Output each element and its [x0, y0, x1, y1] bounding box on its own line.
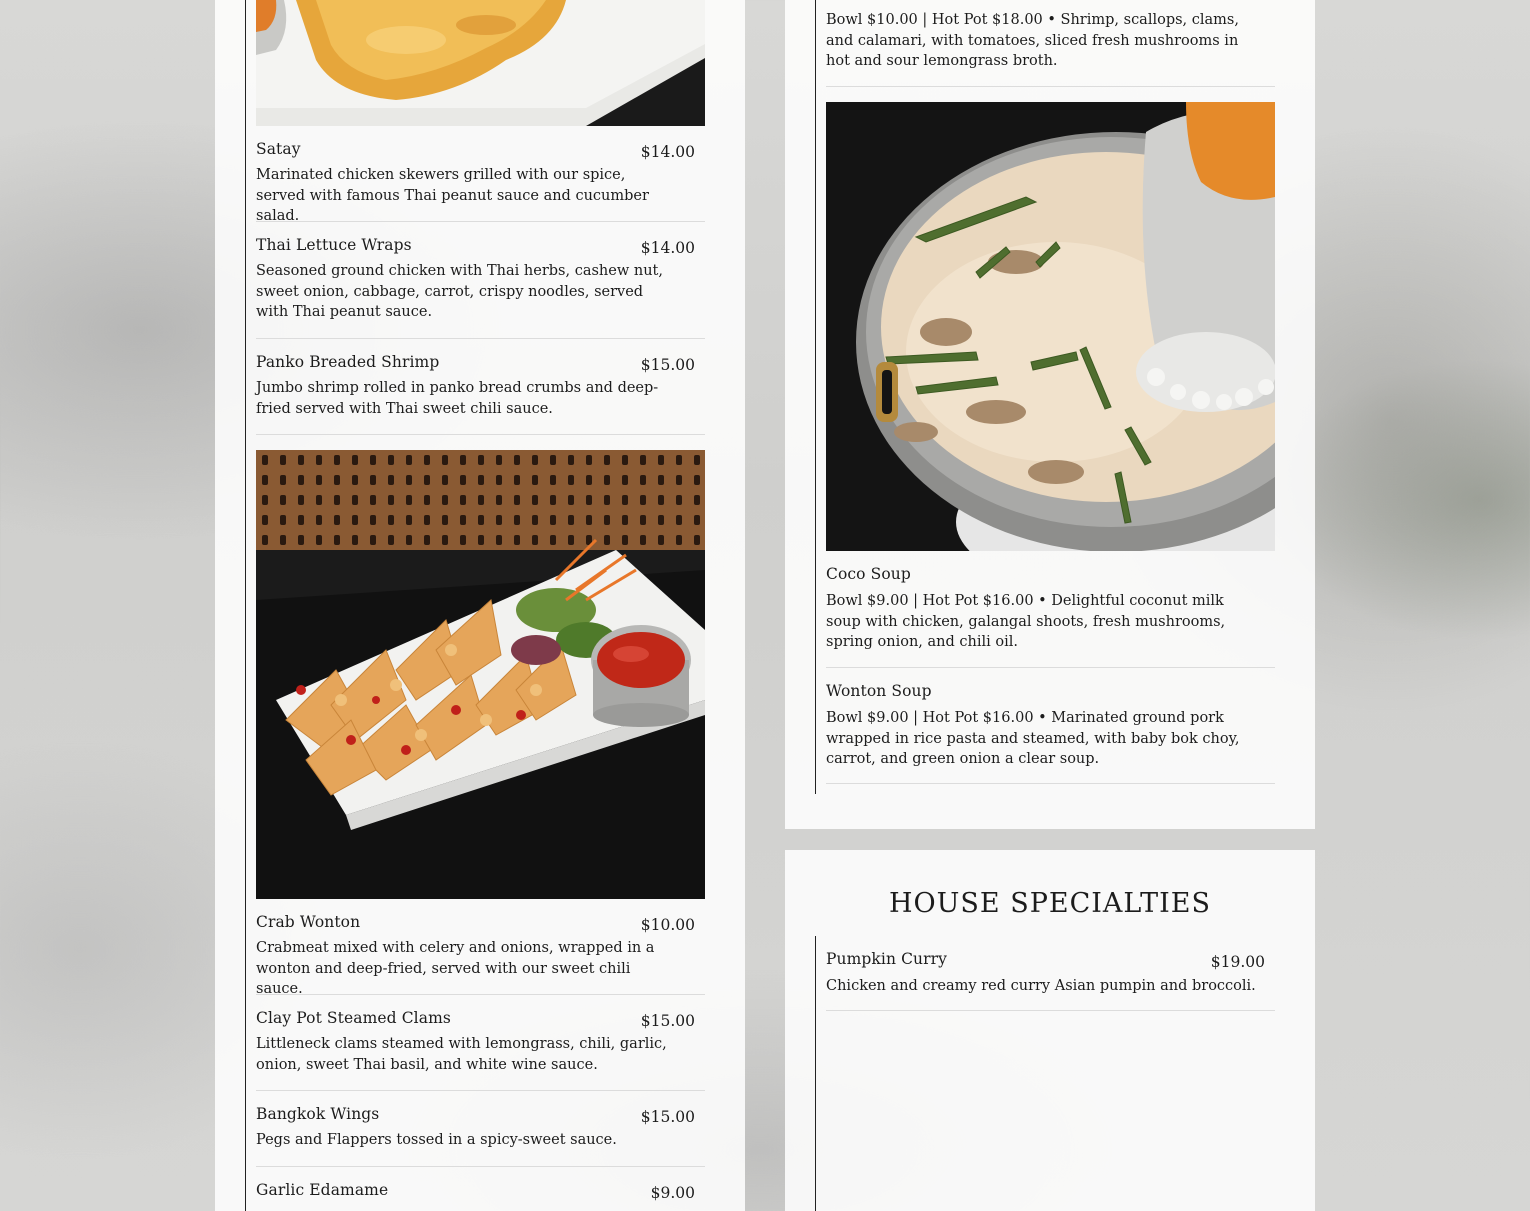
menu-item[interactable] [826, 565, 1275, 668]
item-price: $9.00 [650, 1184, 695, 1202]
item-description: Littleneck clams steamed with lemongrass, chili, garlic, onion, sweet Thai basil, and white wine sauce. [256, 1036, 667, 1073]
fried-appetizer-photo [256, 0, 705, 126]
item-name: Bangkok Wings [256, 1105, 380, 1123]
appetizers-panel [215, 0, 745, 1211]
menu-item[interactable] [826, 0, 1275, 87]
item-price: $19.00 [1210, 953, 1265, 971]
item-name: Clay Pot Steamed Clams [256, 1009, 451, 1027]
menu-item[interactable] [826, 682, 1275, 784]
menu-item[interactable] [256, 1105, 705, 1167]
house-specialties-panel [785, 850, 1315, 1211]
menu-item[interactable] [256, 353, 705, 435]
menu-item[interactable] [256, 1181, 705, 1211]
crab-wonton-photo [256, 450, 705, 899]
item-description: Crabmeat mixed with celery and onions, wrapped in a wonton and deep-fried, served with our sweet chili sauce. [256, 940, 655, 997]
section-divider-line [815, 0, 816, 794]
item-name: Garlic Edamame [256, 1181, 389, 1199]
item-name: Pumpkin Curry [826, 950, 948, 968]
coco-soup-hot-pot-photo [826, 102, 1275, 551]
item-description: Pegs and Flappers tossed in a spicy-sweet sauce. [256, 1132, 617, 1148]
item-name: Coco Soup [826, 565, 911, 583]
soups-panel [785, 0, 1315, 829]
section-title: HOUSE SPECIALTIES [888, 888, 1212, 919]
item-name: Thai Lettuce Wraps [256, 236, 412, 254]
item-price: $14.00 [640, 239, 695, 257]
item-description: Seasoned ground chicken with Thai herbs, cashew nut, sweet onion, cabbage, carrot, crispy noodles, served with Thai peanut sauce. [256, 263, 663, 320]
menu-item[interactable] [256, 236, 705, 339]
item-description: Jumbo shrimp rolled in panko bread crumbs and deep-fried served with Thai sweet chili sauce. [256, 380, 659, 417]
item-price: $15.00 [640, 1108, 695, 1126]
menu-item[interactable] [256, 913, 705, 995]
item-name: Wonton Soup [826, 682, 932, 700]
menu-item[interactable] [256, 1009, 705, 1091]
item-price: $10.00 [640, 916, 695, 934]
item-description: Chicken and creamy red curry Asian pumpin and broccoli. [826, 978, 1256, 994]
menu-item[interactable] [256, 140, 705, 222]
menu-item[interactable] [826, 950, 1275, 1011]
item-price: $15.00 [640, 356, 695, 374]
section-divider-line [815, 936, 816, 1211]
item-name: Satay [256, 140, 301, 158]
item-name: Panko Breaded Shrimp [256, 353, 440, 371]
item-price: $14.00 [640, 143, 695, 161]
item-price: $15.00 [640, 1012, 695, 1030]
item-description: Bowl $9.00 | Hot Pot $16.00 • Marinated ground pork wrapped in rice pasta and steamed, with baby bok choy, carrot, and green onion a clear soup. [826, 710, 1240, 767]
item-description: Bowl $9.00 | Hot Pot $16.00 • Delightful coconut milk soup with chicken, galangal shoots, fresh mushrooms, spring onion, and chili oil. [826, 593, 1226, 650]
section-divider-line [245, 0, 246, 1211]
item-name: Crab Wonton [256, 913, 361, 931]
item-description: Bowl $10.00 | Hot Pot $18.00 • Shrimp, scallops, clams, and calamari, with tomatoes, sliced fresh mushrooms in hot and sour lemongrass broth. [826, 12, 1239, 69]
item-description: Marinated chicken skewers grilled with our spice, served with famous Thai peanut sauce and cucumber salad. [256, 167, 649, 224]
